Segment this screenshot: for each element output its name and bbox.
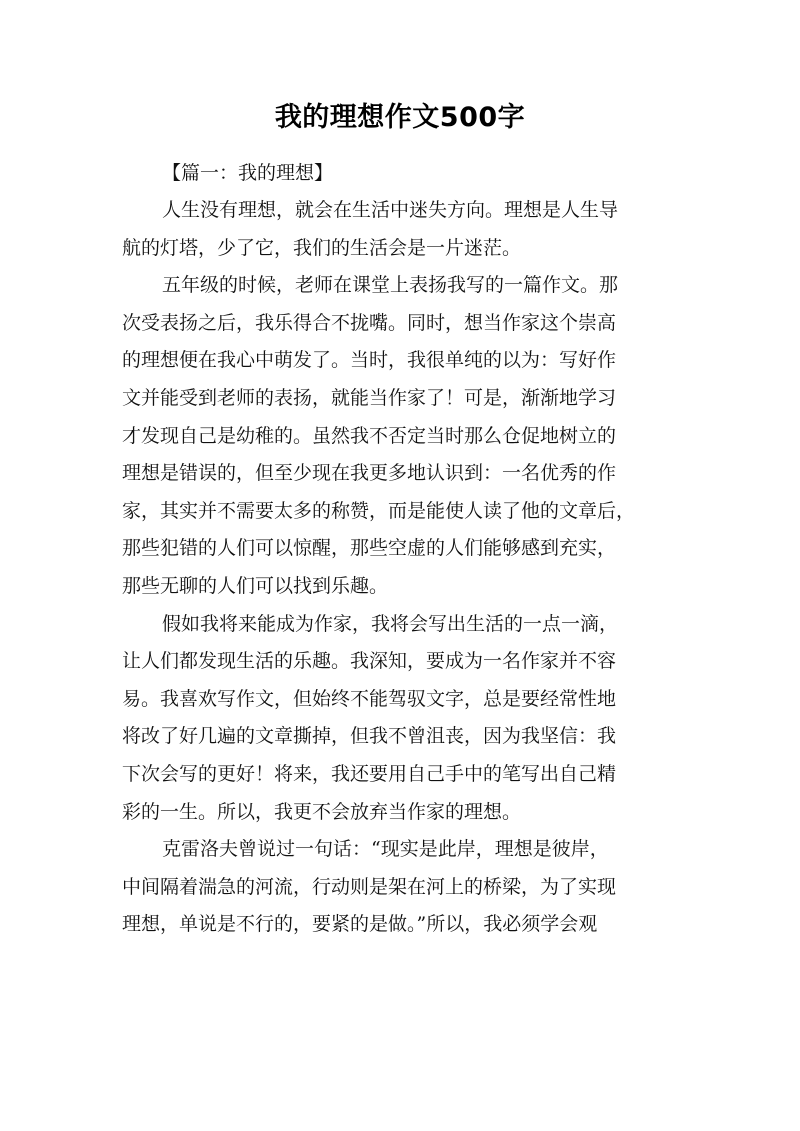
paragraph-line: 中间隔着湍急的河流，行动则是架在河上的桥梁，为了实现 bbox=[122, 875, 617, 898]
paragraph-2 bbox=[122, 267, 684, 605]
paragraph-line: 五年级的时候，老师在课堂上表扬我写的一篇作文。那 bbox=[162, 274, 619, 297]
paragraph-line: 的理想便在我心中萌发了。当时，我很单纯的以为：写好作 bbox=[122, 349, 617, 372]
paragraph-line: 航的灯塔，少了它，我们的生活会是一片迷茫。 bbox=[122, 236, 522, 259]
section-heading: 【篇一：我的理想】 bbox=[162, 162, 334, 184]
paragraph-3 bbox=[122, 606, 684, 832]
paragraph-line: 那些无聊的人们可以找到乐趣。 bbox=[122, 574, 389, 597]
paragraph-line: 文并能受到老师的表扬，就能当作家了！可是，渐渐地学习 bbox=[122, 386, 617, 409]
paragraph-1 bbox=[122, 192, 684, 267]
paragraph-line: 将改了好几遍的文章撕掉，但我不曾沮丧，因为我坚信：我 bbox=[122, 725, 617, 748]
paragraph-line: 易。我喜欢写作文，但始终不能驾驭文字，总是要经常性地 bbox=[122, 687, 617, 710]
document-title: 我的理想作文500字 bbox=[274, 102, 526, 133]
paragraph-line: 次受表扬之后，我乐得合不拢嘴。同时，想当作家这个崇高 bbox=[122, 311, 617, 334]
paragraph-line: 理想，单说是不行的，要紧的是做。”所以，我必须学会观 bbox=[122, 913, 598, 936]
paragraph-4 bbox=[122, 831, 684, 944]
paragraph-line: 理想是错误的，但至少现在我更多地认识到：一名优秀的作 bbox=[122, 462, 617, 485]
paragraph-line: 人生没有理想，就会在生活中迷失方向。理想是人生导 bbox=[162, 199, 619, 221]
paragraph-line: 让人们都发现生活的乐趣。我深知，要成为一名作家并不容 bbox=[122, 650, 617, 673]
paragraph-line: 假如我将来能成为作家，我将会写出生活的一点一滴， bbox=[162, 612, 619, 635]
paragraph-line: 克雷洛夫曾说过一句话：“现实是此岸，理想是彼岸， bbox=[162, 838, 609, 861]
paragraph-line: 家，其实并不需要太多的称赞，而是能使人读了他的文章后， bbox=[122, 499, 636, 522]
paragraph-line: 彩的一生。所以，我更不会放弃当作家的理想。 bbox=[122, 800, 522, 823]
paragraph-line: 下次会写的更好！将来，我还要用自己手中的笔写出自己精 bbox=[122, 762, 617, 785]
paragraph-line: 那些犯错的人们可以惊醒，那些空虚的人们能够感到充实， bbox=[122, 537, 617, 560]
document-body bbox=[122, 155, 684, 944]
paragraph-line: 才发现自己是幼稚的。虽然我不否定当时那么仓促地树立的 bbox=[122, 424, 617, 447]
